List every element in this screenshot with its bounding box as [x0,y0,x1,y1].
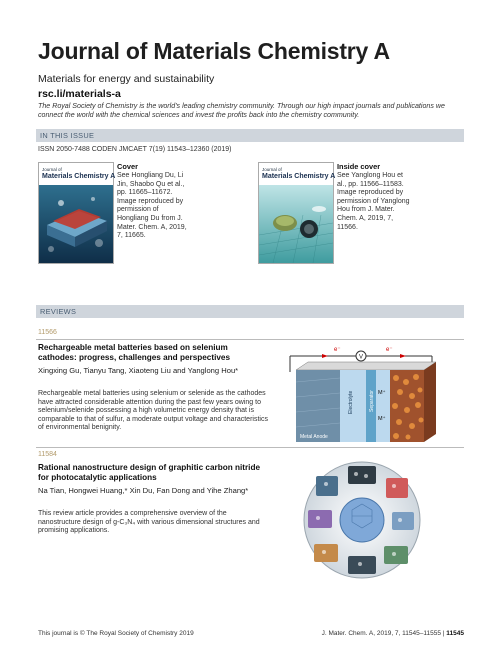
footer-citation [268,630,464,637]
review-abstract: Rechargeable metal batteries using selenium or selenide as the cathodes have attracted considerable attention during the past few years owing to selenium/selenide possessing a high volumetric energy density that is comparable to that of sulfur, a moderate output voltage and characteristics of environmental benignity. [38,390,268,432]
electrolyte-label: Electrolyte [348,390,354,414]
cover-thumb-journal-line: Journal of [42,167,62,172]
electron-label-left: e⁻ [334,347,341,353]
inside-cover-thumbnail[interactable] [258,162,334,264]
separator-label: Separator [369,390,375,412]
inside-cover-thumb-header [259,163,336,185]
divider [36,447,464,448]
review-abstract: This review article provides a comprehensive overview of the nanostructure design of g-C₃N₄ with various dimensional structures and promising applications. [38,510,260,535]
cover-thumb-header [39,163,116,185]
review-page-number: 11584 [38,451,57,458]
review-authors: Na Tian, Hongwei Huang,* Xin Du, Fan Dong and Yihe Zhang* [38,486,249,495]
journal-subtitle: Materials for energy and sustainability [38,73,215,85]
section-header-label: REVIEWS [40,307,77,316]
arrow-left-icon [322,354,328,358]
cover-thumbnail[interactable] [38,162,114,264]
journal-title: Journal of Materials Chemistry A [38,38,390,64]
ion-label-bottom: M⁺ [378,416,386,422]
arrow-right-icon [400,354,406,358]
reviews-header [36,305,464,318]
in-this-issue-header [36,129,464,142]
footer-page-number: 11545 [446,630,464,637]
review-page-number: 11566 [38,329,57,336]
metal-anode-label: Metal Anode [300,434,328,440]
inside-cover-label: Inside cover [337,162,381,171]
cover-thumb-title: Materials Chemistry A [42,173,116,180]
review-authors: Xingxing Gu, Tianyu Tang, Xiaoteng Liu and Yanglong Hou* [38,366,239,375]
divider [36,339,464,340]
electron-label-right: e⁻ [386,347,393,353]
cover-label: Cover [117,162,138,171]
nanostructure-wheel-figure [300,458,424,582]
footer-citation-text: J. Mater. Chem. A, 2019, 7, 11545–11555 | [321,630,445,637]
cover-art-image [39,185,113,263]
inside-cover-thumb-title: Materials Chemistry A [262,173,336,180]
battery-schematic-figure [282,342,450,446]
footer-copyright: This journal is © The Royal Society of Chemistry 2019 [38,630,194,637]
inside-cover-thumb-journal-line: Journal of [262,167,282,172]
section-header-label: IN THIS ISSUE [40,131,95,140]
review-title[interactable]: Rechargeable metal batteries based on selenium cathodes: progress, challenges and perspectives [38,343,231,362]
journal-intro: The Royal Society of Chemistry is the world's leading chemistry community. Through our high impact journals and publications we connect the world with the chemical sciences and invest the profits back into the chemistry community. [38,102,445,119]
review-title[interactable]: Rational nanostructure design of graphitic carbon nitride for photocatalytic applications [38,463,260,482]
inside-cover-description: See Yanglong Hou et al., pp. 11566–11583. Image reproduced by permission of Yanglong Hou from J. Mater. Chem. A, 2019, 7, 11566. [337,172,410,231]
journal-url-link[interactable]: rsc.li/materials-a [38,88,121,100]
voltmeter-label: V [358,354,364,361]
ion-label-top: M⁺ [378,390,386,396]
issn-line: ISSN 2050-7488 CODEN JMCAET 7(19) 11543–12360 (2019) [38,146,232,153]
cover-description: See Hongliang Du, Li Jin, Shaobo Qu et al., pp. 11665–11672. Image reproduced by permission of Hongliang Du from J. Mater. Chem. A, 2019, 7, 11665. [117,172,187,240]
inside-cover-art-image [259,185,333,263]
